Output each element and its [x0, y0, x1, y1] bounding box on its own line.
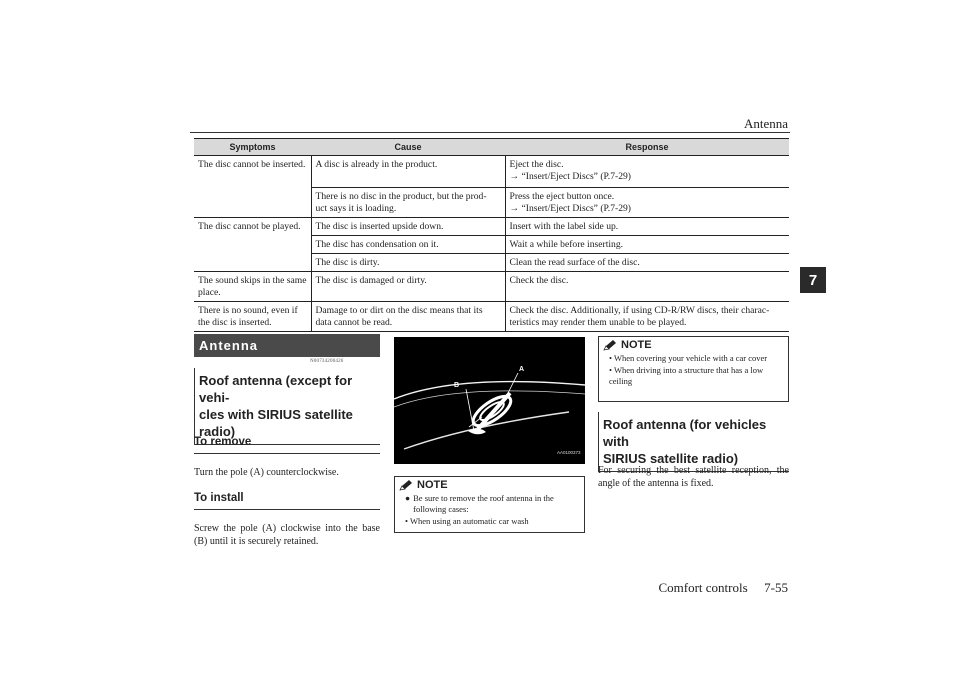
cell-response: Clean the read surface of the disc.: [505, 254, 789, 272]
note-box-car-cover: [598, 336, 789, 402]
cell-cause: The disc is dirty.: [311, 254, 505, 272]
cell-symptom: [194, 236, 311, 254]
roof-antenna-sirius-heading: Roof antenna (for vehicles with SIRIUS satellite radio): [598, 412, 789, 472]
chapter-tab: 7: [800, 267, 826, 293]
table-row: [194, 156, 789, 188]
to-remove-text: Turn the pole (A) counterclockwise.: [194, 467, 339, 478]
pencil-icon: [399, 479, 413, 491]
table-row: [194, 254, 789, 272]
footer-section: Comfort controls: [658, 580, 748, 595]
note-lead-text: Be sure to remove the roof antenna in the following cases:: [413, 493, 554, 514]
to-install-heading: To install: [194, 492, 244, 504]
footer-page-number: 7-55: [764, 580, 788, 595]
cell-response: [505, 188, 789, 218]
roof-antenna-illustration: [394, 337, 585, 464]
note-title: NOTE: [417, 479, 448, 491]
to-remove-rule: [194, 453, 380, 454]
to-install-rule: [194, 509, 380, 510]
label-a: A: [519, 366, 525, 373]
cell-symptom: There is no sound, even if the disc is inserted.: [194, 302, 311, 332]
cell-symptom: The sound skips in the same place.: [194, 272, 311, 302]
cell-cause: There is no disc in the product, but the prod- uct says it is loading.: [311, 188, 505, 218]
response-reference: → “Insert/Eject Discs” (P.7-29): [509, 171, 631, 182]
response-reference: → “Insert/Eject Discs” (P.7-29): [509, 203, 631, 214]
section-code: N00734200426: [310, 359, 344, 364]
antenna-drawing: [394, 337, 585, 464]
troubleshooting-table: [194, 138, 789, 332]
to-remove-heading: To remove: [194, 436, 252, 448]
cell-cause: The disc is damaged or dirty.: [311, 272, 505, 302]
bullet-dot-icon: ●: [405, 493, 411, 503]
cell-response: Check the disc. Additionally, if using CD-R/RW discs, their charac- teristics may render them unable to be played.: [505, 302, 789, 332]
illustration-code: AA0100373: [557, 450, 581, 455]
cell-symptom: The disc cannot be played.: [194, 218, 311, 236]
table-row: [194, 272, 789, 302]
label-b: B: [454, 382, 460, 389]
section-title-bar: Antenna: [194, 334, 380, 357]
note-header: [395, 477, 584, 493]
cell-symptom: [194, 254, 311, 272]
note-item: • When using an automatic car wash: [405, 516, 529, 526]
note-lead: [405, 493, 579, 515]
response-line: Eject the disc.: [509, 159, 564, 170]
pencil-icon: [603, 339, 617, 351]
to-install-text: Screw the pole (A) clockwise into the base (B) until it is securely retained.: [194, 523, 380, 547]
cell-cause: The disc has condensation on it.: [311, 236, 505, 254]
note-header: [599, 337, 788, 353]
cell-cause: Damage to or dirt on the disc means that its data cannot be read.: [311, 302, 505, 332]
header-rule: [190, 132, 790, 133]
cell-symptom: The disc cannot be inserted.: [194, 156, 311, 188]
note-title: NOTE: [621, 339, 652, 351]
cell-symptom: [194, 188, 311, 218]
note-body: [599, 353, 788, 392]
table-row: [194, 188, 789, 218]
table-row: [194, 302, 789, 332]
note-box-car-wash: [394, 476, 585, 533]
cell-response: Wait a while before inserting.: [505, 236, 789, 254]
page-footer: [658, 580, 788, 596]
cell-response: Check the disc.: [505, 272, 789, 302]
cell-cause: A disc is already in the product.: [311, 156, 505, 188]
roof-antenna-heading: Roof antenna (except for vehi- cles with SIRIUS satellite radio): [194, 368, 380, 445]
sirius-antenna-text: For securing the best satellite reception, the angle of the antenna is fixed.: [598, 465, 789, 489]
page-header-title: Antenna: [743, 116, 788, 131]
table-row: [194, 218, 789, 236]
col-header-cause: Cause: [311, 139, 505, 156]
response-line: Press the eject button once.: [509, 191, 615, 202]
cell-response: Insert with the label side up.: [505, 218, 789, 236]
cell-response: [505, 156, 789, 188]
cell-cause: The disc is inserted upside down.: [311, 218, 505, 236]
note-item: • When driving into a structure that has a low ceiling: [609, 365, 764, 386]
col-header-response: Response: [505, 139, 789, 156]
note-body: [395, 493, 584, 532]
col-header-symptoms: Symptoms: [194, 139, 311, 156]
table-row: [194, 236, 789, 254]
note-item: • When covering your vehicle with a car cover: [609, 353, 768, 363]
